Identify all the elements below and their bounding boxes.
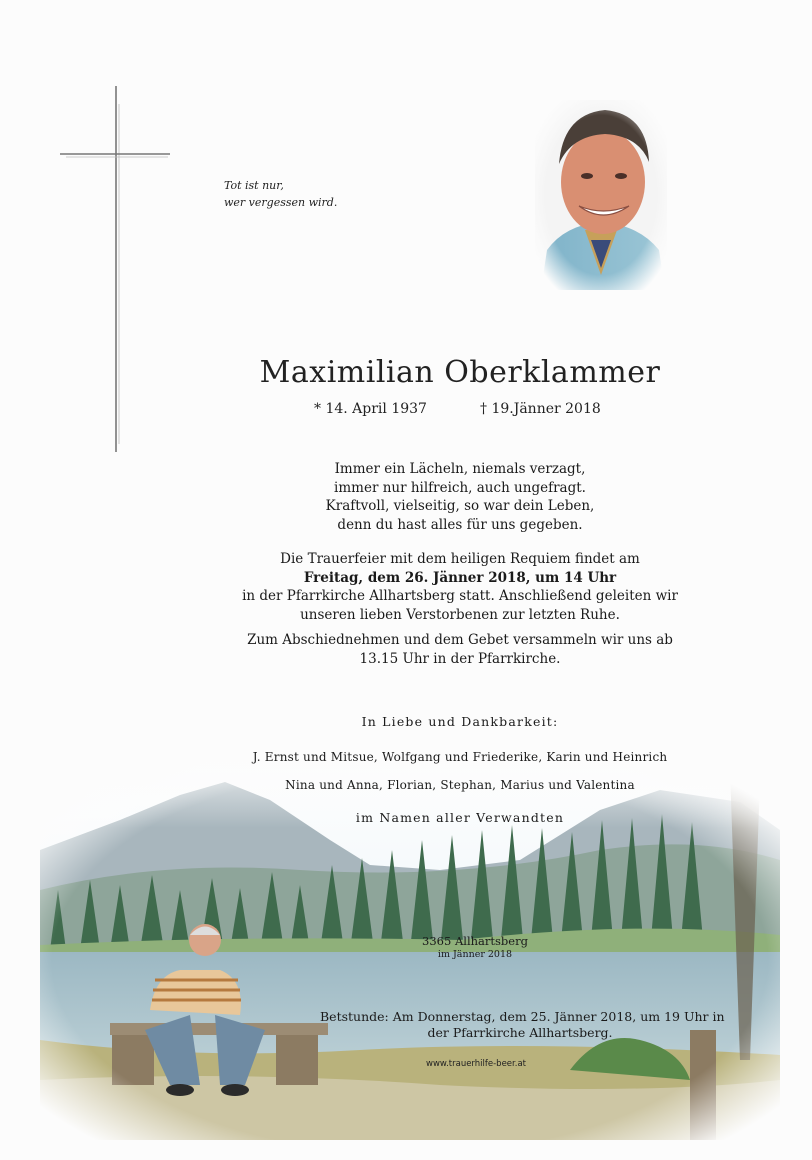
poem-line: Kraftvoll, vielseitig, so war dein Leben, <box>325 498 595 514</box>
service-line: unseren lieben Verstorbenen zur letzten Ruhe. <box>300 606 620 623</box>
gathering-info <box>200 631 720 668</box>
gathering-line: Zum Abschiednehmen und dem Gebet versammeln wir uns ab <box>247 632 673 648</box>
prayer-line: Betstunde: Am Donnerstag, dem 25. Jänner 2018, um 19 Uhr in <box>320 1009 725 1024</box>
poem-line: Immer ein Lächeln, niemals verzagt, <box>334 461 586 477</box>
birth-date: * 14. April 1937 <box>314 401 427 417</box>
cross-icon <box>58 84 173 454</box>
place-date <box>380 934 570 962</box>
poem <box>200 460 720 534</box>
thanks-heading: In Liebe und Dankbarkeit: <box>361 714 559 729</box>
gathering-line: 13.15 Uhr in der Pfarrkirche. <box>359 650 561 667</box>
motto <box>224 177 424 211</box>
motto-line: wer vergessen wird. <box>224 196 338 209</box>
date-line: im Jänner 2018 <box>437 949 513 960</box>
motto-line: Tot ist nur, <box>224 179 284 192</box>
service-line: Die Trauerfeier mit dem heiligen Requiem findet am <box>280 551 640 567</box>
death-date: † 19.Jänner 2018 <box>480 401 601 417</box>
prayer-hour-info <box>320 1009 725 1041</box>
funeral-service-info <box>200 550 720 624</box>
family-line: im Namen aller Verwandten <box>355 810 565 825</box>
poem-line: denn du hast alles für uns gegeben. <box>337 516 583 533</box>
website-link[interactable]: www.trauerhilfe-beer.at <box>426 1059 526 1069</box>
place-line: 3365 Allhartsberg <box>422 934 528 948</box>
family-line: J. Ernst und Mitsue, Wolfgang und Friederike, Karin und Heinrich <box>252 750 668 764</box>
family-line: Nina und Anna, Florian, Stephan, Marius und Valentina <box>285 778 635 792</box>
service-date: Freitag, dem 26. Jänner 2018, um 14 Uhr <box>303 569 617 586</box>
poem-line: immer nur hilfreich, auch ungefragt. <box>334 479 586 496</box>
service-line: in der Pfarrkirche Allhartsberg statt. Anschließend geleiten wir <box>242 588 678 604</box>
prayer-line: der Pfarrkirche Allhartsberg. <box>427 1025 613 1040</box>
deceased-name: Maximilian Oberklammer <box>259 355 661 390</box>
portrait-photo <box>535 100 667 290</box>
